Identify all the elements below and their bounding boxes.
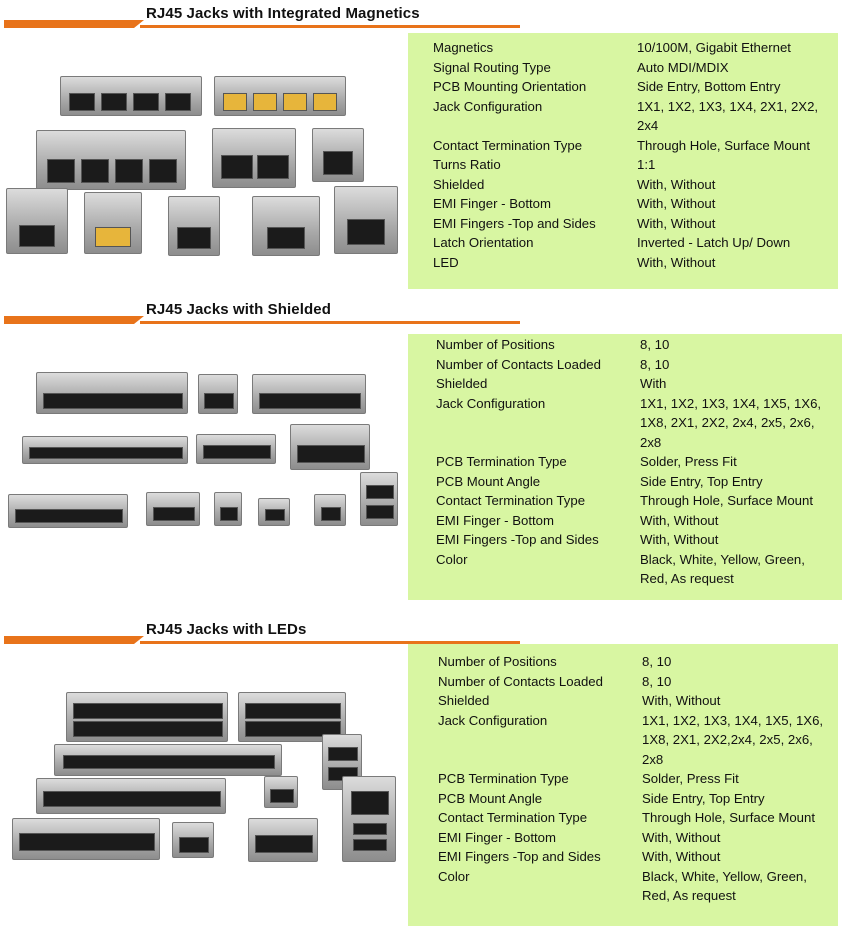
jack-1x1-tiny-image — [314, 494, 346, 526]
spec-row: Contact Termination Type Through Hole, Surface Mount — [436, 493, 813, 508]
spec-row: PCB Mount Angle Side Entry, Top Entry — [436, 473, 763, 489]
spec-row: LED With, Without — [433, 254, 716, 270]
jack-1x2-image — [146, 492, 200, 526]
spec-row: Number of Positions 8, 10 — [438, 654, 672, 669]
jack-1x1-white-image — [6, 188, 68, 254]
spec-row: EMI Fingers -Top and Sides With, Without — [438, 849, 721, 864]
spec-row: Latch Orientation Inverted - Latch Up/ Down — [433, 235, 791, 250]
spec-row: Magnetics 10/100M, Gigabit Ethernet — [433, 40, 791, 55]
section-header — [0, 6, 520, 34]
spec-row: Turns Ratio 1:1 — [433, 157, 656, 172]
jack-1x5-image — [8, 494, 128, 528]
spec-row: EMI Finger - Bottom With, Without — [436, 512, 719, 528]
spec-row: EMI Fingers -Top and Sides With, Without — [433, 215, 716, 231]
jack-2x1-vertical-image — [360, 472, 398, 526]
jack-rj45-usb-image — [342, 776, 396, 862]
header-accent-tab — [4, 636, 134, 644]
spec-row: Jack Configuration 1X1, 1X2, 1X3, 1X4, 1X5, 1X6, 1X8, 2X1, 2X2, 2x4, 2x5, 2x6, 2x8 — [436, 395, 822, 450]
product-photo-shielded — [0, 336, 400, 600]
spec-row: Jack Configuration 1X1, 1X2, 1X3, 1X4, 2X1, 2X2, 2x4 — [433, 98, 819, 133]
jack-1x4-led-image — [12, 818, 160, 860]
jack-1x1-led-small-image — [172, 822, 214, 858]
jack-1x1-shielded-image — [252, 196, 320, 256]
spec-row: Color Black, White, Yellow, Green, Red, As request — [436, 551, 805, 586]
spec-row: PCB Termination Type Solder, Press Fit — [436, 454, 737, 469]
section-title: RJ45 Jacks with Integrated Magnetics — [146, 5, 420, 22]
jack-1x6-led-image — [36, 778, 226, 814]
jack-2x2-image — [198, 374, 238, 414]
jack-1x1-mini-image — [258, 498, 290, 526]
header-accent-tab — [4, 316, 134, 324]
jack-1x1-image — [312, 128, 364, 182]
header-accent-tab — [4, 20, 134, 28]
spec-row: PCB Mounting Orientation Side Entry, Bottom Entry — [433, 79, 781, 94]
spec-row: Jack Configuration 1X1, 1X2, 1X3, 1X4, 1X5, 1X6, 1X8, 2X1, 2X2,2x4, 2x5, 2x6, 2x8 — [438, 712, 824, 767]
jack-1x1-small-image — [214, 492, 242, 526]
spec-table-leds — [408, 644, 838, 926]
spec-row: Shielded With — [436, 376, 667, 391]
spec-row: Contact Termination Type Through Hole, Surface Mount — [438, 810, 815, 825]
jack-1x4-large-image — [36, 130, 186, 190]
jack-1x3-image — [196, 434, 276, 464]
jack-1x1-led-image — [264, 776, 298, 808]
jack-1x2-led-image — [248, 818, 318, 862]
jack-1x1-vertical-image — [168, 196, 220, 256]
spec-row: PCB Mount Angle Side Entry, Top Entry — [438, 790, 765, 806]
header-accent-rule — [140, 25, 520, 28]
spec-row: Number of Contacts Loaded 8, 10 — [438, 673, 672, 689]
section-header — [0, 302, 520, 330]
jack-1x1-yellow-image — [84, 192, 142, 254]
jack-1x4-image — [60, 76, 202, 116]
spec-row: EMI Fingers -Top and Sides With, Without — [436, 532, 719, 547]
spec-row: PCB Termination Type Solder, Press Fit — [438, 771, 739, 786]
spec-row: EMI Finger - Bottom With, Without — [438, 829, 721, 845]
spec-row: Shielded With, Without — [438, 693, 721, 708]
spec-row: Shielded With, Without — [433, 176, 716, 192]
spec-row: EMI Finger - Bottom With, Without — [433, 196, 716, 211]
jack-2x8-image — [36, 372, 188, 414]
jack-1x8-image — [22, 436, 188, 464]
header-accent-rule — [140, 321, 520, 324]
spec-row: Number of Contacts Loaded 8, 10 — [436, 356, 670, 372]
jack-1x8-led-image — [54, 744, 282, 776]
jack-2x6-image — [252, 374, 366, 414]
jack-1x1-tall-image — [334, 186, 398, 254]
jack-1x4-yellow-image — [214, 76, 346, 116]
spec-row: Signal Routing Type Auto MDI/MDIX — [433, 59, 729, 75]
jack-2x8-led-image — [66, 692, 228, 742]
jack-1x2-led-image — [212, 128, 296, 188]
section-title: RJ45 Jacks with Shielded — [146, 301, 331, 318]
spec-row: Contact Termination Type Through Hole, Surface Mount — [433, 137, 810, 153]
spec-row: Number of Positions 8, 10 — [436, 337, 670, 352]
spec-table-magnetics — [408, 33, 838, 289]
spec-row: Color Black, White, Yellow, Green, Red, As request — [438, 868, 807, 903]
section-title: RJ45 Jacks with LEDs — [146, 621, 307, 638]
product-photo-magnetics — [0, 36, 400, 286]
spec-table-shielded — [408, 334, 842, 600]
jack-2x4-image — [290, 424, 370, 470]
product-photo-leds — [0, 652, 400, 904]
